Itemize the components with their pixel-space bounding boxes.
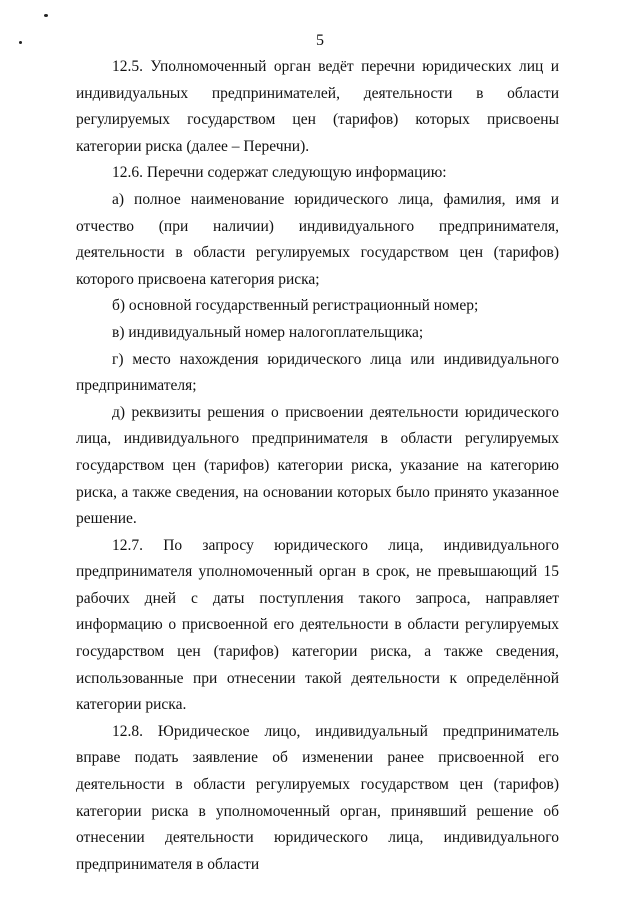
paragraph-12-5: 12.5. Уполномоченный орган ведёт перечни юридических лиц и индивидуальных предпринимателей, деятельности в области регулируемых государством цен (тарифов) которых присвоены категории риска (далее – Перечни). (76, 58, 559, 155)
list-item-g: г) место нахождения юридического лица или индивидуального предпринимателя; (76, 350, 559, 395)
paragraph-12-6: 12.6. Перечни содержат следующую информацию: (112, 164, 447, 182)
list-item-v: в) индивидуальный номер налогоплательщика; (112, 323, 424, 341)
list-item-d: д) реквизиты решения о присвоении деятельности юридического лица, индивидуального предпринимателя в области регулируемых государством цен (тарифов) категории риска, указание на категорию риска, а также сведения, на основании которых было принято указанное решение. (76, 403, 559, 528)
scan-mark (44, 14, 48, 17)
page-number: 5 (316, 32, 324, 49)
paragraph-12-8: 12.8. Юридическое лицо, индивидуальный предприниматель вправе подать заявление об изменении ранее присвоенной его деятельности в области регулируемых государством цен (тарифов) категории риска в уполномоченный орган, принявший решение об отнесении деятельности юридического лица, индивидуального предпринимателя в области (76, 722, 559, 873)
list-item-a: а) полное наименование юридического лица, фамилия, имя и отчество (при наличии) индивидуального предпринимателя, деятельности в области регулируемых государством цен (тарифов) которого присвоена категория риска; (76, 190, 559, 288)
paragraph-12-7: 12.7. По запросу юридического лица, индивидуального предпринимателя уполномоченный орган в срок, не превышающий 15 рабочих дней с даты поступления такого запроса, направляет информацию о присвоенной его деятельности в области регулируемых государством цен (тарифов) категории риска, а также сведения, использованные при отнесении такой деятельности к определённой категории риска. (76, 536, 559, 714)
document-body (76, 54, 559, 878)
list-item-b: б) основной государственный регистрационный номер; (112, 297, 479, 315)
